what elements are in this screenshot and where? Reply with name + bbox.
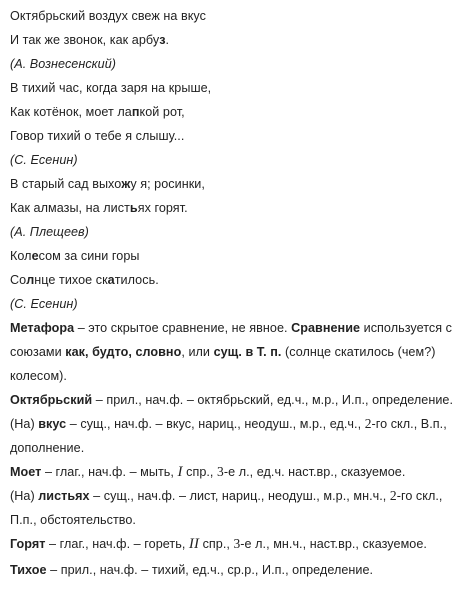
theory-line2: союзами как, будто, словно, или сущ. в Т. п. (солнце скатилось (чем?)	[10, 345, 436, 359]
poem2-line3: Говор тихий о тебе я слышу...	[10, 129, 185, 143]
poem3-source: (А. Плещеев)	[10, 225, 89, 239]
analysis-word2: (На) вкус – сущ., нач.ф. – вкус, нариц., неодуш., м.р., ед.ч., 2-го скл., В.п.,	[10, 416, 447, 431]
highlighted-letter: п	[131, 105, 140, 119]
highlighted-letter: ь	[129, 201, 138, 215]
highlighted-letter: з	[159, 33, 166, 47]
poem4-source: (С. Есенин)	[10, 297, 78, 311]
term-noun-case: сущ. в Т. п.	[213, 345, 282, 359]
analysis-word6: Тихое – прил., нач.ф. – тихий, ед.ч., ср.р., И.п., определение.	[10, 563, 374, 577]
poem1-line1: Октябрьский воздух свеж на вкус	[10, 9, 206, 23]
analysis-word3: Моет – глаг., нач.ф. – мыть, I спр., 3-е л., ед.ч. наст.вр., сказуемое.	[10, 464, 406, 480]
poem1-source: (А. Вознесенский)	[10, 57, 117, 71]
poem2-line1: В тихий час, когда заря на крыше,	[10, 81, 212, 95]
poem3-line2: Как алмазы, на листьях горят.	[10, 201, 188, 215]
highlighted-letter: а	[107, 273, 115, 287]
highlighted-letter: ж	[121, 177, 131, 191]
highlighted-letter: е	[31, 249, 39, 263]
term-metaphor: Метафора	[10, 321, 75, 335]
analysis-word2-cont: дополнение.	[10, 441, 85, 455]
analysis-word1: Октябрьский – прил., нач.ф. – октябрьский, ед.ч., м.р., И.п., определение.	[10, 393, 454, 407]
poem2-line2: Как котёнок, моет лапкой рот,	[10, 105, 185, 119]
term-comparison: Сравнение	[291, 321, 361, 335]
poem4-line2: Солнце тихое скатилось.	[10, 273, 159, 287]
analysis-word4: (На) листьях – сущ., нач.ф. – лист, нариц., неодуш., м.р., мн.ч., 2-го скл.,	[10, 488, 443, 503]
theory-line1: Метафора – это скрытое сравнение, не явное. Сравнение используется с	[10, 321, 453, 335]
term-conjunctions: как, будто, словно	[65, 345, 182, 359]
theory-line3: колесом).	[10, 369, 67, 383]
highlighted-letter: л	[26, 273, 35, 287]
poem1-line2: И так же звонок, как арбуз.	[10, 33, 170, 47]
poem2-source: (С. Есенин)	[10, 153, 78, 167]
analysis-word4-cont: П.п., обстоятельство.	[10, 513, 136, 527]
poem4-line1: Колесом за сини горы	[10, 249, 140, 263]
poem3-line1: В старый сад выхожу я; росинки,	[10, 177, 205, 191]
analysis-word5: Горят – глаг., нач.ф. – гореть, II спр., 3-е л., мн.ч., наст.вр., сказуемое.	[10, 536, 427, 552]
